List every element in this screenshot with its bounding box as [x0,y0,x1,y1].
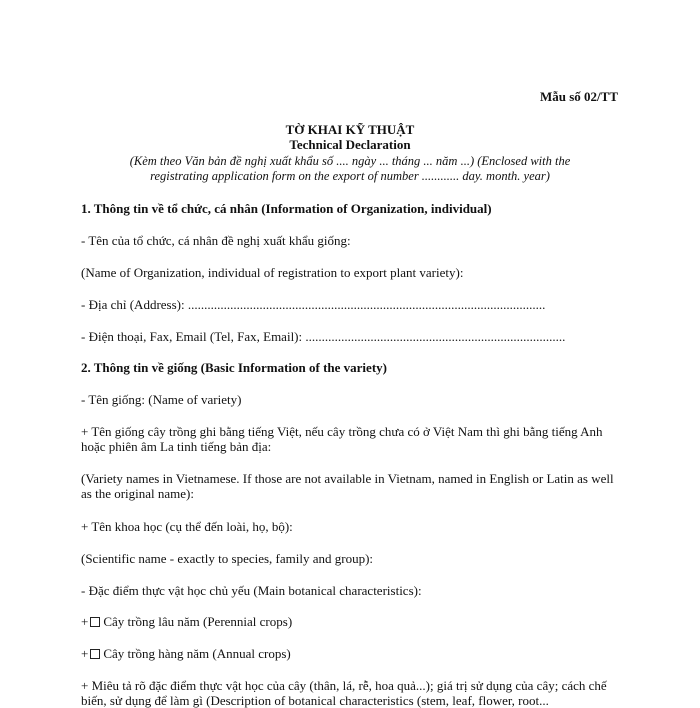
variety-name-label: - Tên giống: (Name of variety) [81,392,242,407]
document-subtitle: Technical Declaration [289,137,411,152]
scientific-name-en: (Scientific name - exactly to species, family and group): [81,551,374,566]
perennial-label: Cây trồng lâu năm (Perennial crops) [103,614,293,629]
org-name-label-en: (Name of Organization, individual of registration to export plant variety): [81,265,464,280]
scientific-name-vi: + Tên khoa học (cụ thể đến loài, họ, bộ): [81,519,293,534]
botanical-characteristics: - Đặc điểm thực vật học chủ yếu (Main botanical characteristics): [81,583,422,598]
org-name-label-vi: - Tên của tổ chức, cá nhân đề nghị xuất khẩu giống: [81,233,351,248]
section1-heading: 1. Thông tin về tổ chức, cá nhân (Information of Organization, individual) [81,201,492,216]
contact-field: - Điện thoại, Fax, Email (Tel, Fax, Email): ................................................................................ [81,329,566,344]
perennial-prefix: + [81,614,89,629]
perennial-crops-option [81,614,626,629]
address-field: - Địa chỉ (Address): .............................................................................................................. [81,297,546,312]
annual-crops-option [81,646,626,661]
variety-name-vi: + Tên giống cây trồng ghi bằng tiếng Việt, nếu cây trồng chưa có ở Việt Nam thì ghi bằng tiếng Anh hoặc phiên âm La tinh tiếng bản địa: [81,424,603,454]
annual-checkbox[interactable] [90,649,100,659]
document-title: TỜ KHAI KỸ THUẬT [285,122,415,137]
annual-prefix: + [81,646,89,661]
enclosure-note: (Kèm theo Văn bản đề nghị xuất khẩu số .... ngày ... tháng ... năm ...) (Enclosed with the registrating application form on the export of number ............ day. month. year) [129,154,571,183]
perennial-checkbox[interactable] [90,617,100,627]
botanical-description: + Miêu tả rõ đặc điểm thực vật học của cây (thân, lá, rễ, hoa quả...); giá trị sử dụng của cây; cách chế biến, sử dụng để làm gì (Description of botanical characteristics (stem, leaf, flower, root... [81,678,607,708]
form-number: Mẫu số 02/TT [539,89,618,104]
section2-heading: 2. Thông tin về giống (Basic Information of the variety) [81,360,387,375]
annual-label: Cây trồng hàng năm (Annual crops) [103,646,291,661]
variety-name-en: (Variety names in Vietnamese. If those are not available in Vietnam, named in English or Latin as well as the original name): [81,471,614,501]
